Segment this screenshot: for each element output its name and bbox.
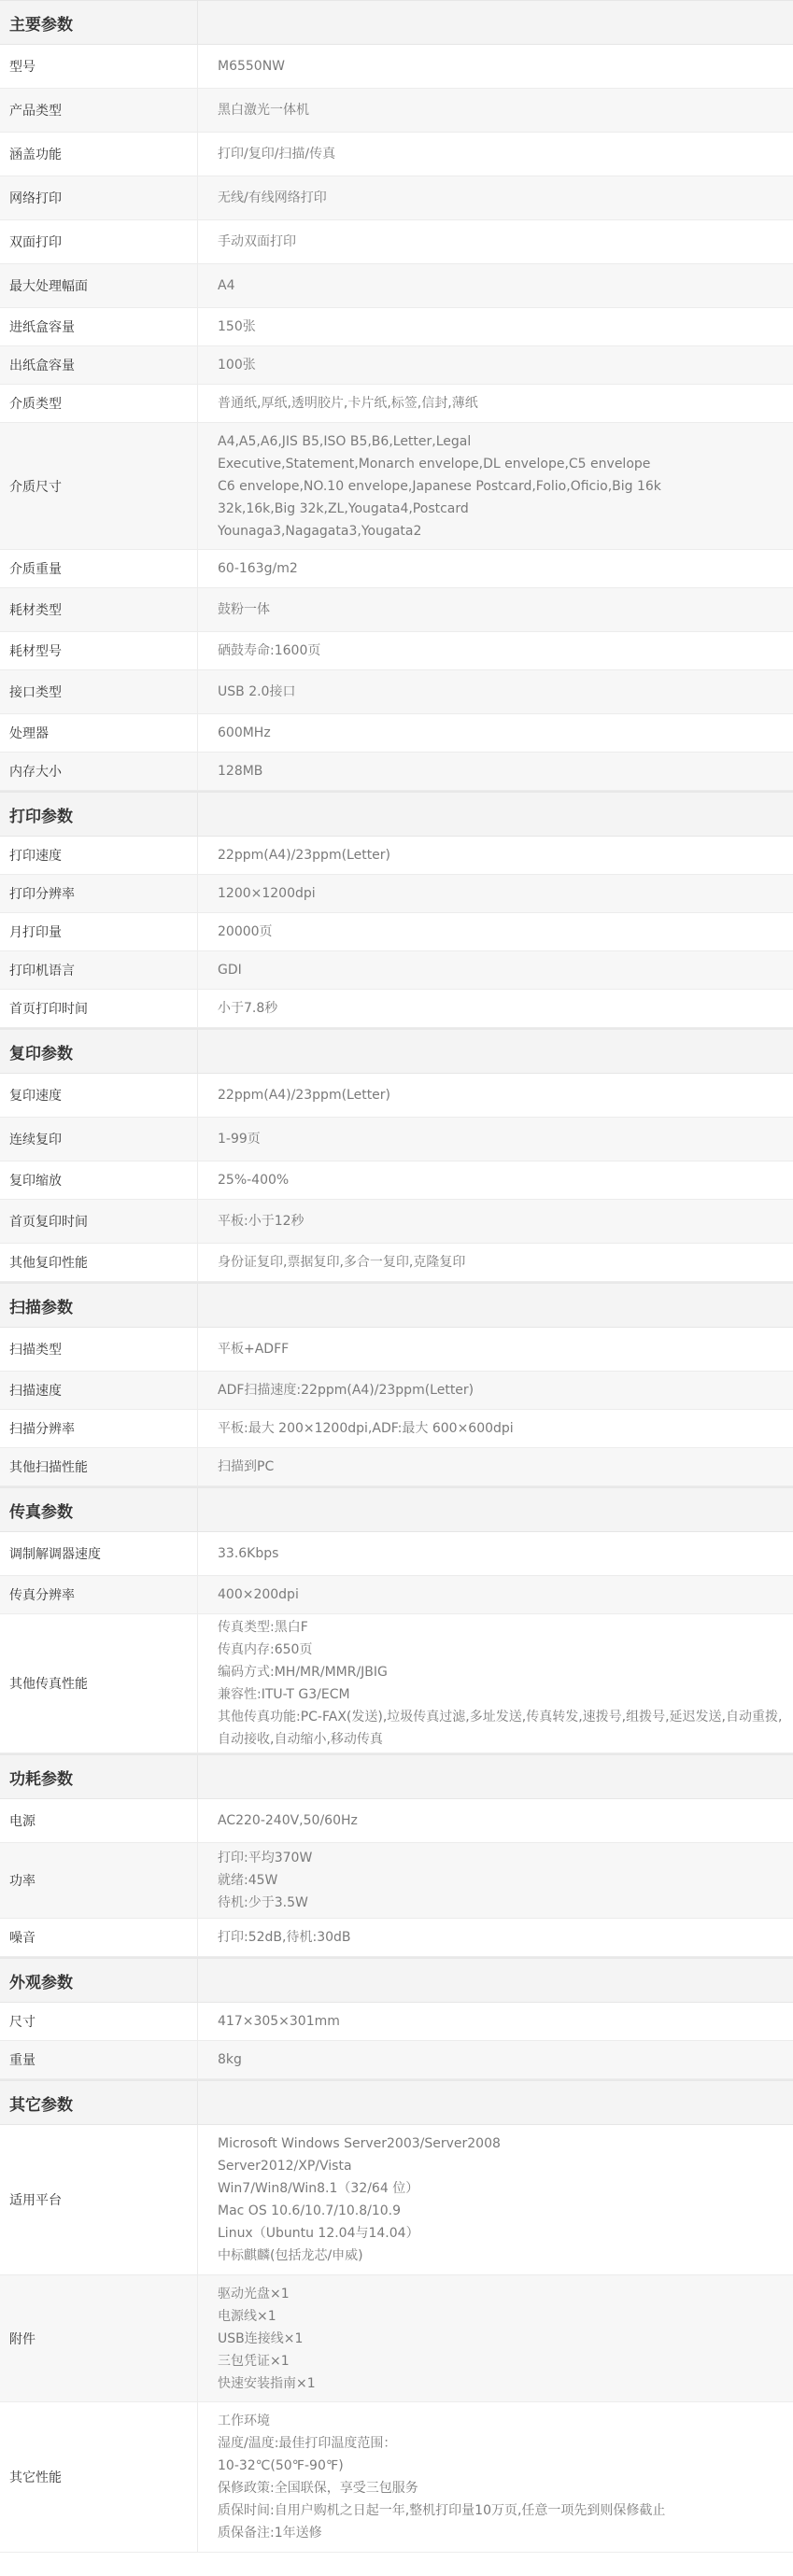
spec-value-line: 编码方式:MH/MR/MMR/JBIG [218,1665,388,1680]
spec-label: 内存大小 [0,753,198,790]
spec-label: 涵盖功能 [0,133,198,176]
spec-value [198,714,793,752]
spec-value-line: 驱动光盘×1 [218,2286,290,2302]
spec-row [0,1118,793,1161]
spec-value [198,133,793,176]
spec-value [198,632,793,669]
spec-row [0,670,793,714]
spec-value-line: 中标麒麟(包括龙芯/申威) [218,2248,363,2263]
spec-label: 复印缩放 [0,1161,198,1199]
spec-value-line: 22ppm(A4)/23ppm(Letter) [218,848,391,863]
spec-value [198,220,793,263]
spec-value-line: 质保时间:自用户购机之日起一年,整机打印量10万页,任意一项先到则保修截止 [218,2503,666,2518]
spec-label: 打印分辨率 [0,875,198,912]
spec-value [198,2003,793,2040]
spec-label: 月打印量 [0,913,198,950]
spec-value-line: 平板:最大 200×1200dpi,ADF:最大 600×600dpi [218,1421,514,1436]
spec-row [0,875,793,913]
spec-label: 附件 [0,2275,198,2401]
spec-row [0,2003,793,2041]
spec-value-line: 身份证复印,票据复印,多合一复印,克隆复印 [218,1255,466,1270]
spec-label: 扫描分辨率 [0,1410,198,1447]
spec-label: 其他复印性能 [0,1244,198,1281]
spec-value [198,264,793,307]
spec-value-line: 黑白激光一体机 [218,103,309,118]
spec-value-line: USB连接线×1 [218,2330,304,2346]
spec-value [198,385,793,422]
spec-value [198,176,793,219]
section-header-blank [198,1959,793,2002]
section-header [0,1755,793,1799]
spec-value [198,1200,793,1243]
section-header [0,1030,793,1074]
spec-value-line: 小于7.8秒 [218,1001,278,1016]
spec-value-line: Mac OS 10.6/10.7/10.8/10.9 [218,2203,401,2218]
spec-value-line: 1200×1200dpi [218,886,316,901]
spec-label: 复印速度 [0,1074,198,1117]
spec-row [0,2125,793,2275]
section-title: 扫描参数 [0,1284,198,1327]
spec-label: 最大处理幅面 [0,264,198,307]
spec-label: 扫描速度 [0,1372,198,1409]
spec-row [0,2041,793,2079]
spec-value-line: 快速安装指南×1 [218,2375,316,2391]
spec-row [0,632,793,670]
spec-row [0,1328,793,1372]
spec-row [0,550,793,588]
spec-value-line: 400×200dpi [218,1587,299,1602]
spec-row [0,1799,793,1843]
spec-row [0,133,793,176]
spec-value [198,2041,793,2078]
spec-label: 连续复印 [0,1118,198,1161]
spec-value [198,89,793,132]
spec-value [198,346,793,384]
spec-label: 耗材型号 [0,632,198,669]
spec-value-line: Microsoft Windows Server2003/Server2008 [218,2136,501,2151]
spec-row [0,2402,793,2553]
spec-value-line: 打印:平均370W [218,1851,313,1865]
spec-value [198,1614,793,1753]
spec-value-line: 手动双面打印 [218,234,296,249]
spec-value [198,1161,793,1199]
spec-label: 其他扫描性能 [0,1448,198,1485]
spec-value-line: 417×305×301mm [218,2014,340,2029]
spec-label: 网络打印 [0,176,198,219]
section-title: 其它参数 [0,2081,198,2124]
spec-label: 处理器 [0,714,198,752]
spec-value-line: USB 2.0接口 [218,684,296,699]
spec-row [0,423,793,550]
spec-value-line: 600MHz [218,725,271,740]
spec-value [198,1244,793,1281]
spec-value-line: 待机:少于3.5W [218,1895,308,1910]
spec-value [198,1532,793,1575]
spec-label: 适用平台 [0,2125,198,2274]
section-title: 传真参数 [0,1488,198,1531]
spec-value-line: 鼓粉一体 [218,602,270,617]
section-header [0,1284,793,1328]
spec-row [0,753,793,791]
spec-value-line: 工作环境 [218,2414,270,2428]
section-header [0,1488,793,1532]
section-header-blank [198,2081,793,2124]
spec-value-line: 33.6Kbps [218,1546,279,1561]
spec-value [198,588,793,631]
spec-row [0,346,793,385]
spec-value [198,670,793,713]
spec-label: 功率 [0,1843,198,1918]
spec-row [0,385,793,423]
section-title: 主要参数 [0,1,198,44]
spec-label: 调制解调器速度 [0,1532,198,1575]
spec-value-line: 22ppm(A4)/23ppm(Letter) [218,1088,391,1103]
spec-row [0,1244,793,1282]
spec-value [198,1410,793,1447]
spec-row [0,837,793,875]
spec-value [198,308,793,345]
spec-label: 出纸盒容量 [0,346,198,384]
section-header-blank [198,1,793,44]
spec-value-line: 128MB [218,764,263,779]
spec-value-line: 打印:52dB,待机:30dB [218,1930,351,1945]
spec-label: 首页打印时间 [0,990,198,1027]
spec-label: 耗材类型 [0,588,198,631]
spec-value [198,753,793,790]
spec-row [0,1372,793,1410]
spec-row [0,1919,793,1957]
spec-label: 产品类型 [0,89,198,132]
spec-value-line: 电源线×1 [218,2308,276,2324]
spec-row [0,1532,793,1576]
spec-value-line: 打印/复印/扫描/传真 [218,147,336,162]
spec-row [0,588,793,632]
spec-value-line: 三包凭证×1 [218,2353,290,2369]
spec-value [198,550,793,587]
section-header [0,793,793,837]
spec-row [0,1410,793,1448]
spec-value [198,45,793,88]
spec-row [0,1614,793,1753]
section-header [0,1959,793,2003]
spec-value-line: 质保备注:1年送修 [218,2526,322,2541]
spec-value-line: 传真内存:650页 [218,1642,313,1657]
spec-value-line: GDI [218,963,242,978]
spec-label: 电源 [0,1799,198,1842]
spec-value-line: 扫描到PC [218,1459,275,1474]
spec-row [0,1843,793,1919]
spec-value [198,951,793,989]
spec-value [198,1576,793,1613]
spec-row [0,1161,793,1200]
section-header-blank [198,1488,793,1531]
spec-value [198,1843,793,1918]
spec-value-line: 兼容性:ITU-T G3/ECM [218,1687,350,1702]
spec-label: 介质尺寸 [0,423,198,549]
spec-value-line: Server2012/XP/Vista [218,2159,352,2174]
spec-value [198,1328,793,1371]
spec-value [198,875,793,912]
spec-value-line: A4 [218,278,235,293]
spec-value [198,2275,793,2401]
spec-row [0,913,793,951]
spec-row [0,990,793,1028]
spec-row [0,951,793,990]
spec-value-line: 32k,16k,Big 32k,ZL,Yougata4,Postcard [218,500,469,516]
section-header-blank [198,1030,793,1073]
spec-label: 尺寸 [0,2003,198,2040]
spec-value-line: 硒鼓寿命:1600页 [218,643,321,658]
spec-label: 噪音 [0,1919,198,1956]
spec-label: 介质类型 [0,385,198,422]
spec-value-line: 传真类型:黑白F [218,1620,308,1635]
spec-value-line: 20000页 [218,924,273,939]
spec-value-line: 平板+ADFF [218,1342,290,1357]
spec-row [0,89,793,133]
spec-row [0,1074,793,1118]
spec-value [198,837,793,874]
spec-value-line: 其他传真功能:PC-FAX(发送),垃圾传真过滤,多址发送,传真转发,速拨号,组拨号,延迟发送,自动重拨,自动接收,自动缩小,移动传真 [218,1710,783,1747]
spec-row [0,176,793,220]
spec-value-line: 10-32℃(50℉-90℉) [218,2458,344,2473]
spec-label: 扫描类型 [0,1328,198,1371]
spec-value-line: 无线/有线网络打印 [218,190,327,205]
spec-value-line: Win7/Win8/Win8.1（32/64 位） [218,2181,419,2196]
spec-value-line: 60-163g/m2 [218,561,298,576]
section-header [0,2081,793,2125]
section-title: 功耗参数 [0,1755,198,1798]
spec-row [0,1448,793,1486]
spec-value-line: AC220-240V,50/60Hz [218,1813,358,1828]
spec-row [0,264,793,308]
spec-label: 重量 [0,2041,198,2078]
spec-value-line: 25%-400% [218,1173,290,1188]
spec-value [198,990,793,1027]
spec-value-line: 平板:小于12秒 [218,1214,304,1229]
spec-label: 双面打印 [0,220,198,263]
spec-value-line: 湿度/温度:最佳打印温度范围： [218,2436,397,2451]
section-title: 外观参数 [0,1959,198,2002]
spec-value-line: ADF扫描速度:22ppm(A4)/23ppm(Letter) [218,1383,474,1398]
spec-value [198,1919,793,1956]
spec-label: 其它性能 [0,2402,198,2552]
spec-value [198,2125,793,2274]
spec-value-line: Executive,Statement,Monarch envelope,DL envelope,C5 envelope [218,456,651,472]
spec-label: 首页复印时间 [0,1200,198,1243]
spec-value [198,1799,793,1842]
spec-value-line: M6550NW [218,59,286,74]
spec-label: 打印机语言 [0,951,198,989]
section-header-blank [198,793,793,836]
spec-row [0,1200,793,1244]
spec-label: 进纸盒容量 [0,308,198,345]
spec-value-line: 保修政策:全国联保，享受三包服务 [218,2481,418,2496]
spec-row [0,714,793,753]
spec-row [0,45,793,89]
spec-value-line: C6 envelope,NO.10 envelope,Japanese Postcard,Folio,Oficio,Big 16k [218,478,661,494]
spec-value-line: A4,A5,A6,JIS B5,ISO B5,B6,Letter,Legal [218,433,472,449]
spec-row [0,1576,793,1614]
section-header-blank [198,1284,793,1327]
spec-value-line: Linux（Ubuntu 12.04与14.04） [218,2226,419,2241]
spec-value [198,1074,793,1117]
spec-row [0,2275,793,2402]
spec-label: 传真分辨率 [0,1576,198,1613]
section-header-blank [198,1755,793,1798]
spec-value-line: Younaga3,Nagagata3,Yougata2 [218,523,422,539]
spec-value-line: 1-99页 [218,1132,261,1147]
spec-label: 打印速度 [0,837,198,874]
spec-row [0,308,793,346]
spec-value-line: 8kg [218,2052,242,2067]
spec-label: 介质重量 [0,550,198,587]
spec-value [198,423,793,549]
spec-value [198,1448,793,1485]
spec-value [198,913,793,950]
spec-label: 接口类型 [0,670,198,713]
spec-value [198,1118,793,1161]
spec-value [198,1372,793,1409]
section-header [0,1,793,45]
spec-value-line: 100张 [218,358,256,373]
section-title: 打印参数 [0,793,198,836]
spec-value [198,2402,793,2552]
spec-value-line: 普通纸,厚纸,透明胶片,卡片纸,标签,信封,薄纸 [218,396,478,411]
spec-value-line: 就绪:45W [218,1873,278,1888]
spec-row [0,220,793,264]
spec-label: 型号 [0,45,198,88]
spec-label: 其他传真性能 [0,1614,198,1753]
spec-value-line: 150张 [218,319,256,334]
section-title: 复印参数 [0,1030,198,1073]
